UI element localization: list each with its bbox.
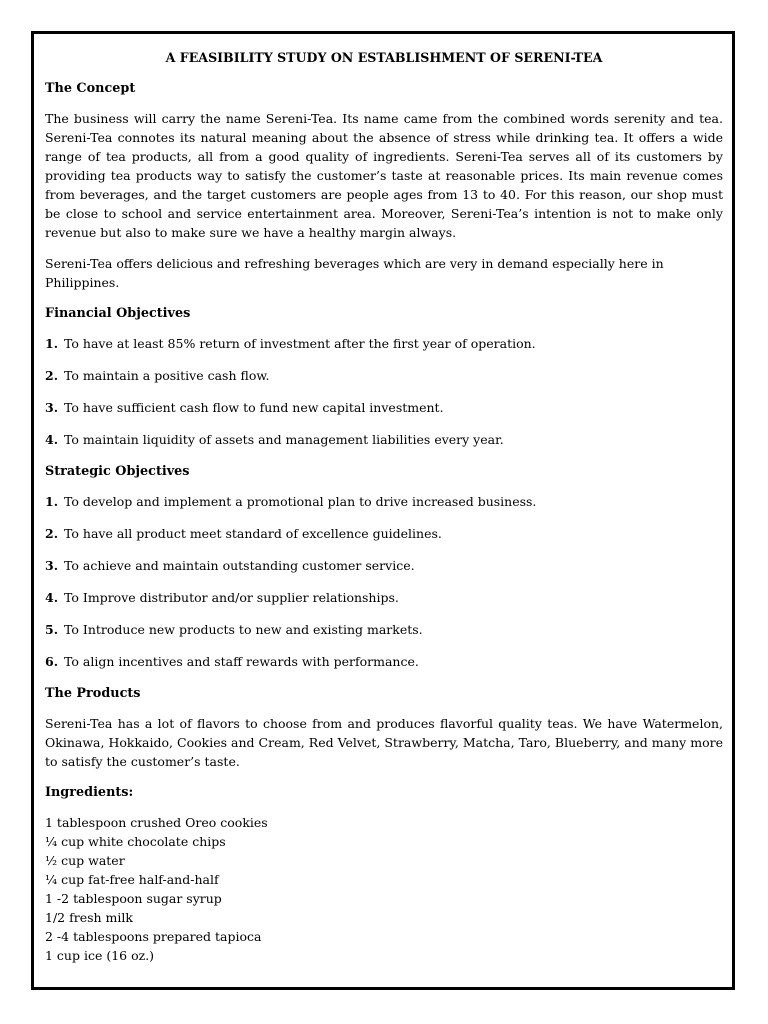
- ingredient-item: ½ cup water: [45, 853, 125, 868]
- financial-objective: 2. To maintain a positive cash flow.: [45, 368, 270, 383]
- strategic-objective: 1. To develop and implement a promotional plan to drive increased business.: [45, 494, 537, 509]
- strategic-objective: 3. To achieve and maintain outstanding customer service.: [45, 558, 415, 573]
- products-heading: The Products: [45, 686, 141, 701]
- document-title: A FEASIBILITY STUDY ON ESTABLISHMENT OF SERENI-TEA: [165, 50, 603, 65]
- ingredient-item: ¼ cup white chocolate chips: [45, 834, 226, 849]
- strategic-objectives-heading: Strategic Objectives: [45, 464, 190, 479]
- strategic-objective: 2. To have all product meet standard of excellence guidelines.: [45, 526, 442, 541]
- concept-paragraph: The business will carry the name Sereni-Tea. Its name came from the combined words serenity and tea. Sereni-Tea connotes its natural meaning about the absence of stress while drinking tea. It offers a wide range of tea products, all from a good quality of ingredients. Sereni-Tea serves all of its customers by providing tea products way to satisfy the customer’s taste at reasonable prices. Its main revenue comes from beverages, and the target customers are people ages from 13 to 40. For this reason, our shop must be close to school and service entertainment area. Moreover, Sereni-Tea’s intention is not to make only revenue but also to make sure we have a healthy margin always.: [45, 111, 723, 240]
- ingredient-item: 1 cup ice (16 oz.): [45, 948, 155, 963]
- ingredients-heading: Ingredients:: [45, 785, 134, 800]
- ingredient-item: ¼ cup fat-free half-and-half: [45, 872, 219, 887]
- concept-heading: The Concept: [45, 81, 136, 96]
- document-body: [45, 48, 723, 965]
- financial-objective: 3. To have sufficient cash flow to fund new capital investment.: [45, 400, 444, 415]
- financial-objective: 4. To maintain liquidity of assets and management liabilities every year.: [45, 432, 504, 447]
- concept-paragraph: Sereni-Tea offers delicious and refreshing beverages which are very in demand especially here in Philippines.: [45, 256, 664, 290]
- financial-objective: 1. To have at least 85% return of investment after the first year of operation.: [45, 336, 536, 351]
- financial-objectives-heading: Financial Objectives: [45, 306, 191, 321]
- products-paragraph: Sereni-Tea has a lot of flavors to choose from and produces flavorful quality teas. We have Watermelon, Okinawa, Hokkaido, Cookies and Cream, Red Velvet, Strawberry, Matcha, Taro, Blueberry, and many more to satisfy the customer’s taste.: [45, 716, 723, 769]
- ingredient-item: 1 tablespoon crushed Oreo cookies: [45, 815, 268, 830]
- ingredient-item: 2 -4 tablespoons prepared tapioca: [45, 929, 262, 944]
- strategic-objective: 5. To Introduce new products to new and existing markets.: [45, 622, 423, 637]
- ingredient-item: 1/2 fresh milk: [45, 910, 133, 925]
- ingredients-list: [45, 813, 723, 965]
- strategic-objective: 4. To Improve distributor and/or supplier relationships.: [45, 590, 399, 605]
- ingredient-item: 1 -2 tablespoon sugar syrup: [45, 891, 222, 906]
- strategic-objective: 6. To align incentives and staff rewards with performance.: [45, 654, 419, 669]
